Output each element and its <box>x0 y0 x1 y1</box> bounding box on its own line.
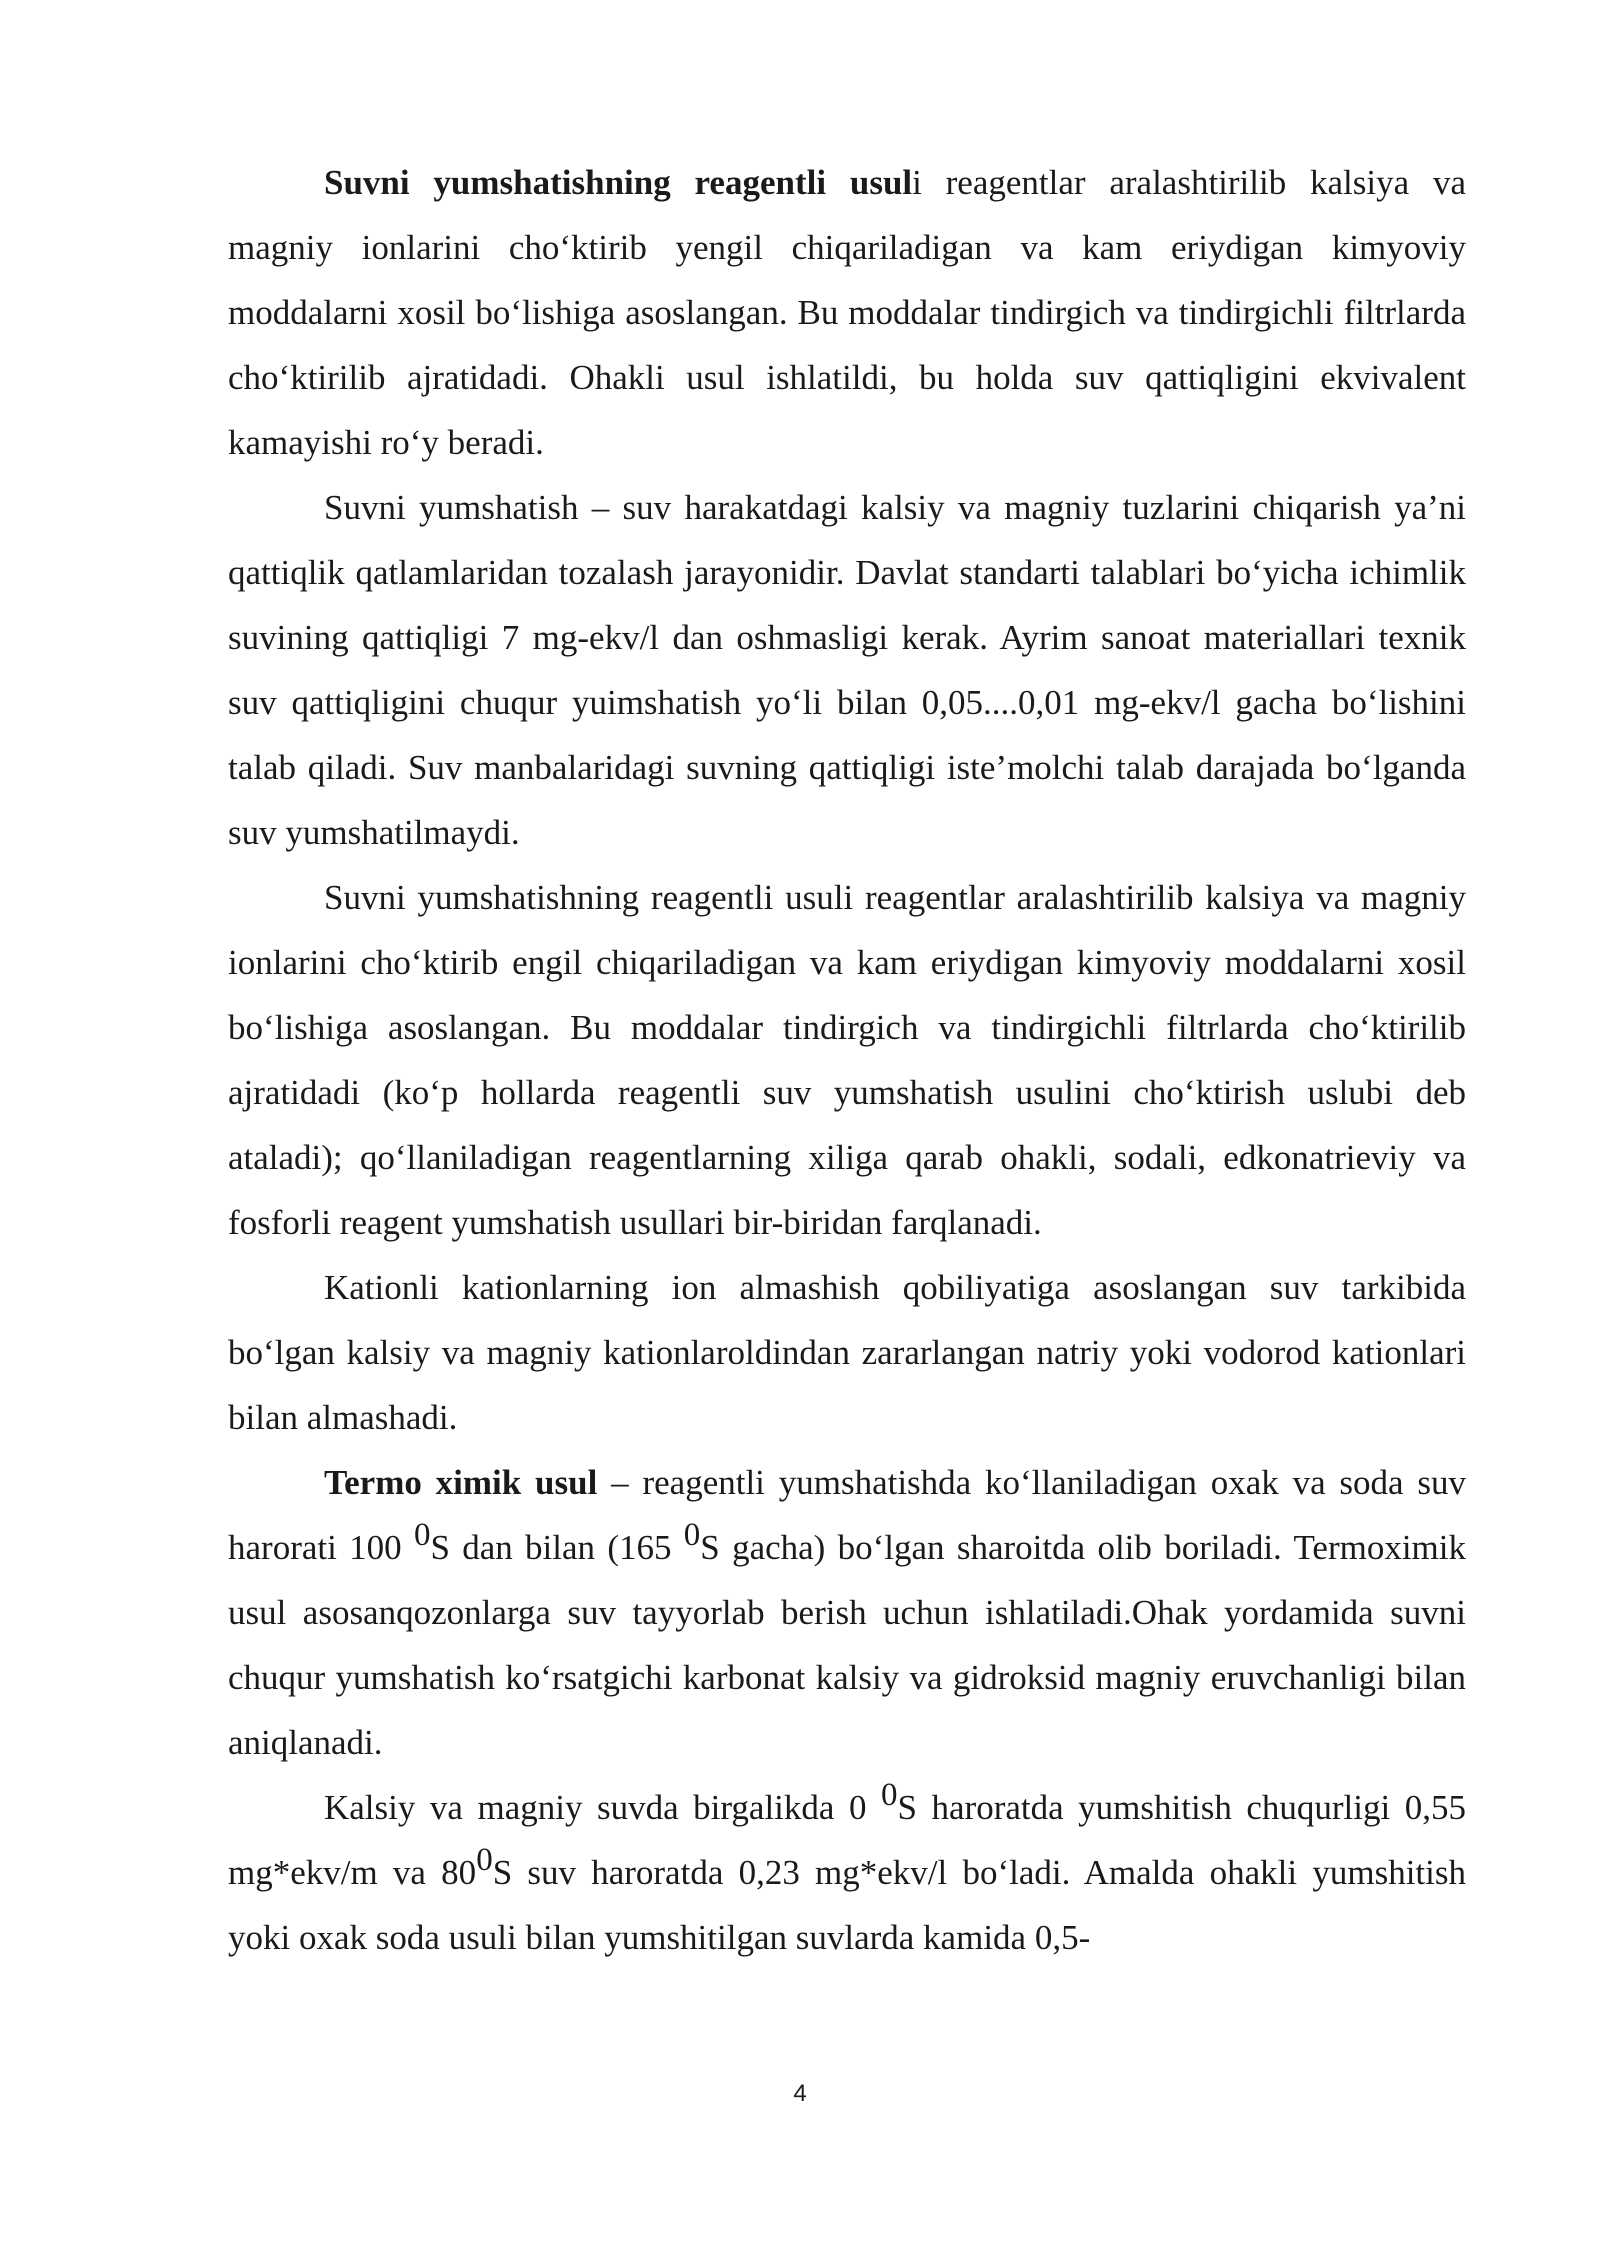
paragraph-4-text: Kationli kationlarning ion almashish qobiliyatiga asoslangan suv tarkibida bo‘lgan kalsiy va magniy kationlaroldindan zararlangan natriy yoki vodorod kationlari bilan almashadi. <box>228 1268 1466 1437</box>
paragraph-5-part-2: S dan bilan (165 <box>430 1528 684 1567</box>
paragraph-2 <box>228 475 1466 865</box>
paragraph-4 <box>228 1255 1466 1450</box>
paragraph-1-text: i reagentlar aralashtirilib kalsiya va magniy ionlarini cho‘ktirib yengil chiqariladigan va kam eriydigan kimyoviy moddalarni xosil bo‘lishiga asoslangan. Bu moddalar tindirgich va tindirgichli filtrlarda cho‘ktirilib ajratidadi. Ohakli usul ishlatildi, bu holda suv qattiqligini ekvivalent kamayishi ro‘y beradi. <box>228 163 1466 462</box>
bold-lead-5: Termo ximik usul <box>324 1463 598 1502</box>
paragraph-5-part-3: S gacha) bo‘lgan sharoitda olib boriladi. Termoximik usul asosanqozonlarga suv tayyorlab berish uchun ishlatiladi.Ohak yordamida suvni chuqur yumshatish ko‘rsatgichi karbonat kalsiy va gidroksid magniy eruvchanligi bilan aniqlanadi. <box>228 1528 1466 1762</box>
paragraph-1 <box>228 150 1466 475</box>
paragraph-6-part-2: S haroratda yumshitish chuqurligi 0,55 mg*ekv/m va 80 <box>228 1788 1466 1892</box>
body-text <box>228 150 1466 1970</box>
paragraph-2-text: Suvni yumshatish – suv harakatdagi kalsiy va magniy tuzlarini chiqarish ya’ni qattiqlik qatlamlaridan tozalash jarayonidir. Davlat standarti talablari bo‘yicha ichimlik suvining qattiqligi 7 mg-ekv/l dan oshmasligi kerak. Ayrim sanoat materiallari texnik suv qattiqligini chuqur yuimshatish yo‘li bilan 0,05....0,01 mg-ekv/l gacha bo‘lishini talab qiladi. Suv manbalaridagi suvning qattiqligi iste’molchi talab darajada bo‘lganda suv yumshatilmaydi. <box>228 488 1466 852</box>
degree-superscript: 0 <box>413 1517 431 1553</box>
paragraph-6 <box>228 1775 1466 1970</box>
paragraph-3 <box>228 865 1466 1255</box>
paragraph-5 <box>228 1450 1466 1775</box>
degree-superscript: 0 <box>476 1842 493 1878</box>
paragraph-6-part-1: Kalsiy va magniy suvda birgalikda 0 <box>324 1788 882 1827</box>
paragraph-3-text: Suvni yumshatishning reagentli usuli reagentlar aralashtirilib kalsiya va magniy ionlarini cho‘ktirib engil chiqariladigan va kam eriydigan kimyoviy moddalarni xosil bo‘lishiga asoslangan. Bu moddalar tindirgich va tindirgichli filtrlarda cho‘ktirilib ajratidadi (ko‘p hollarda reagentli suv yumshatish usulini cho‘ktirish uslubi deb ataladi); qo‘llaniladigan reagentlarning xiliga qarab ohakli, sodali, edkonatrieviy va fosforli reagent yumshatish usullari bir-biridan farqlanadi. <box>228 878 1466 1242</box>
page-number: 4 <box>793 2080 807 2107</box>
bold-lead-1: Suvni yumshatishning reagentli usul <box>324 163 913 202</box>
degree-superscript: 0 <box>881 1777 898 1813</box>
paragraph-6-part-3: S suv haroratda 0,23 mg*ekv/l bo‘ladi. Amalda ohakli yumshitish yoki oxak soda usuli bilan yumshitilgan suvlarda kamida 0,5- <box>228 1853 1466 1957</box>
degree-superscript: 0 <box>683 1517 701 1553</box>
paragraph-5-part-1: – reagentli yumshatishda ko‘llaniladigan oxak va soda suv harorati 100 <box>228 1463 1467 1567</box>
